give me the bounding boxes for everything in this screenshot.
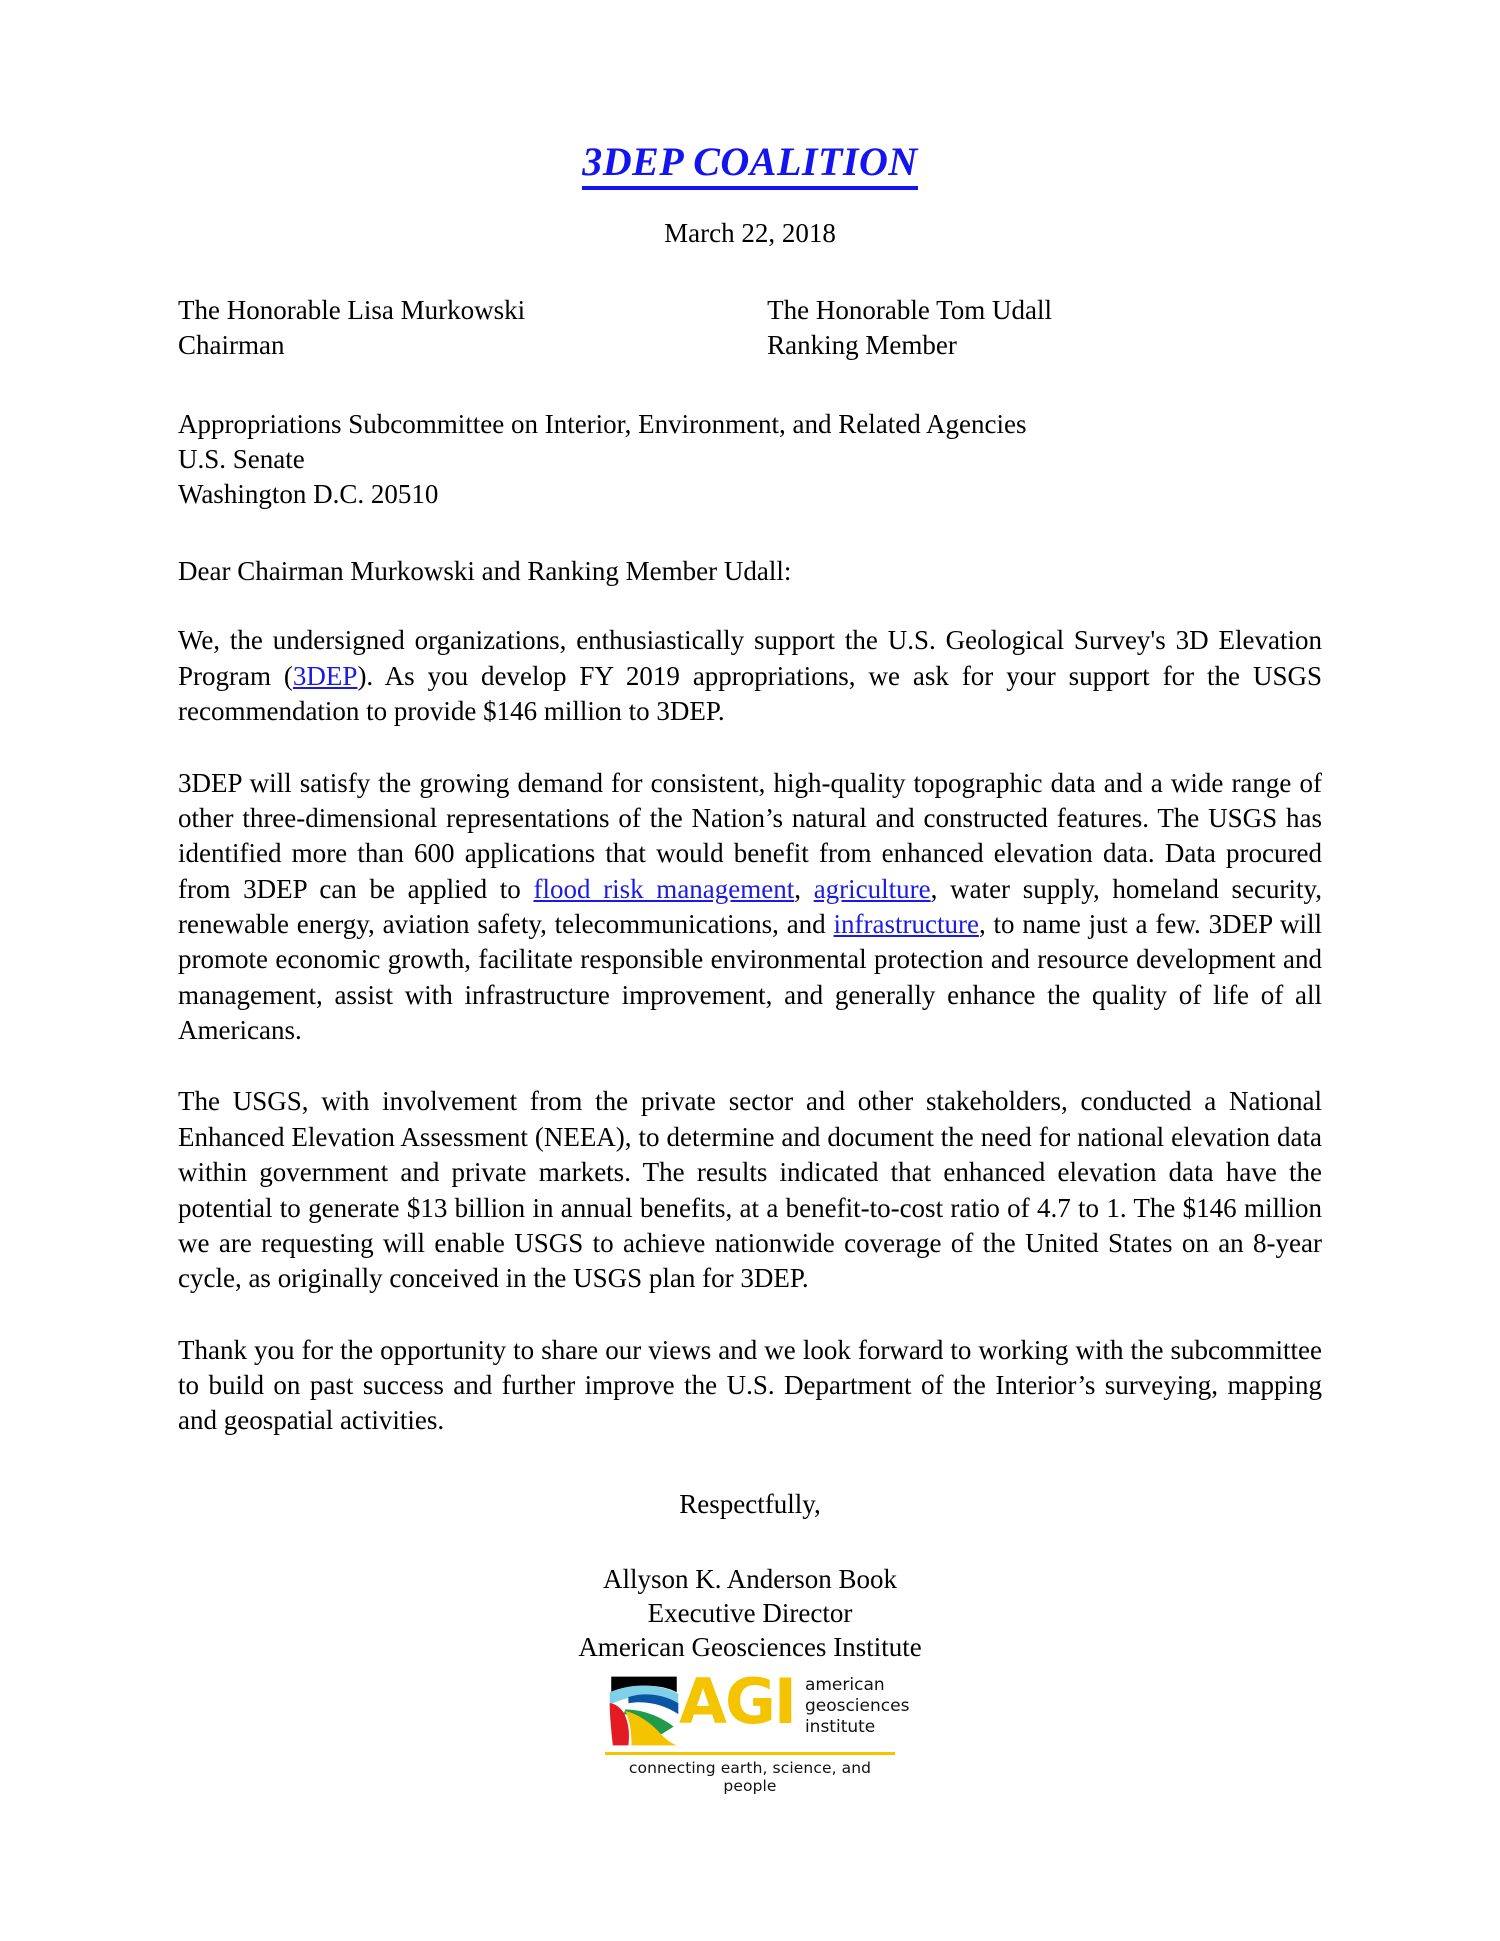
agi-wordmark	[805, 1672, 909, 1738]
agi-swirl-icon	[605, 1672, 683, 1750]
salutation: Dear Chairman Murkowski and Ranking Member Udall:	[178, 556, 792, 587]
paragraph-2-text-d: , to name just a few. 3DEP will promote economic growth, facilitate responsible environmental protection and resource development and management, assist with infrastructure improvement, and generally enhance the quality of life of all Americans.	[178, 908, 1322, 1046]
recipient-right-name: The Honorable Tom Udall	[767, 295, 1052, 325]
paragraph-1	[178, 623, 1322, 729]
agi-word-american: american	[804, 1674, 885, 1695]
paragraph-2-text-a: 3DEP will satisfy the growing demand for consistent, high-quality topographic data and a wide range of other three-dimensional representations of the Nation’s natural and constructed features. The USGS has identified more than 600 applications that would benefit from enhanced elevation data. Data procured from 3DEP can be applied to	[178, 767, 1322, 904]
letter-date: March 22, 2018	[664, 218, 836, 248]
agi-logo-wrap	[178, 1664, 1322, 1795]
committee-address	[178, 407, 1322, 512]
recipient-right	[767, 293, 1322, 363]
agi-tagline: connecting earth, science, and people	[628, 1758, 872, 1795]
signature-title: Executive Director	[647, 1597, 853, 1628]
link-infrastructure[interactable]: infrastructure	[833, 908, 979, 939]
agi-logo	[605, 1664, 910, 1795]
address-line-2: U.S. Senate	[178, 444, 305, 475]
recipient-left-name: The Honorable Lisa Murkowski	[178, 295, 526, 325]
page-title	[178, 0, 1322, 184]
recipients-row	[178, 293, 1322, 363]
paragraph-3: The USGS, with involvement from the private sector and other stakeholders, conducted a National Enhanced Elevation Assessment (NEEA), to determine and document the need for national elevation data within government and private markets. The results indicated that enhanced elevation data have the potential to generate $13 billion in annual benefits, at a benefit-to-cost ratio of 4.7 to 1. The $146 million we are requesting will enable USGS to achieve nationwide coverage of the United States on an 8-year cycle, as originally conceived in the USGS plan for 3DEP.	[178, 1086, 1322, 1294]
agi-logo-top	[605, 1664, 910, 1750]
agi-letters: AGI	[679, 1664, 795, 1738]
recipient-right-role: Ranking Member	[767, 330, 957, 361]
signature-name: Allyson K. Anderson Book	[602, 1563, 897, 1594]
paragraph-4: Thank you for the opportunity to share our views and we look forward to working with the subcommittee to build on past success and further improve the U.S. Department of the Interior’s surveying, mapping and geospatial activities.	[178, 1334, 1322, 1436]
link-3dep[interactable]: 3DEP	[292, 660, 358, 691]
address-line-3: Washington D.C. 20510	[178, 479, 439, 510]
recipient-left-role: Chairman	[178, 330, 285, 361]
link-flood-risk-management[interactable]: flood risk management	[533, 873, 795, 904]
agi-logo-divider	[605, 1752, 895, 1755]
paragraph-1-text-b: ). As you develop FY 2019 appropriations, we ask for your support for the USGS recommendation to provide $146 million to 3DEP.	[178, 660, 1322, 727]
paragraph-1-text-a: We, the undersigned organizations, enthusiastically support the U.S. Geological Survey's 3D Elevation Program (	[178, 625, 1322, 691]
address-line-1: Appropriations Subcommittee on Interior, Environment, and Related Agencies	[178, 409, 1027, 440]
agi-word-geosciences: geosciences	[804, 1695, 910, 1716]
paragraph-2	[178, 766, 1322, 1049]
closing-salutation: Respectfully,	[679, 1488, 821, 1519]
paragraph-2-text-b: ,	[794, 873, 814, 904]
signature-block	[178, 1562, 1322, 1664]
paragraph-2-text-c: , water supply, homeland security, renewable energy, aviation safety, telecommunications, and	[178, 873, 1323, 939]
link-agriculture[interactable]: agriculture	[813, 873, 931, 904]
recipient-left	[178, 293, 767, 363]
signature-organization: American Geosciences Institute	[578, 1631, 922, 1662]
page-title-text: 3DEP COALITION	[582, 139, 918, 190]
agi-word-institute: institute	[804, 1716, 876, 1737]
